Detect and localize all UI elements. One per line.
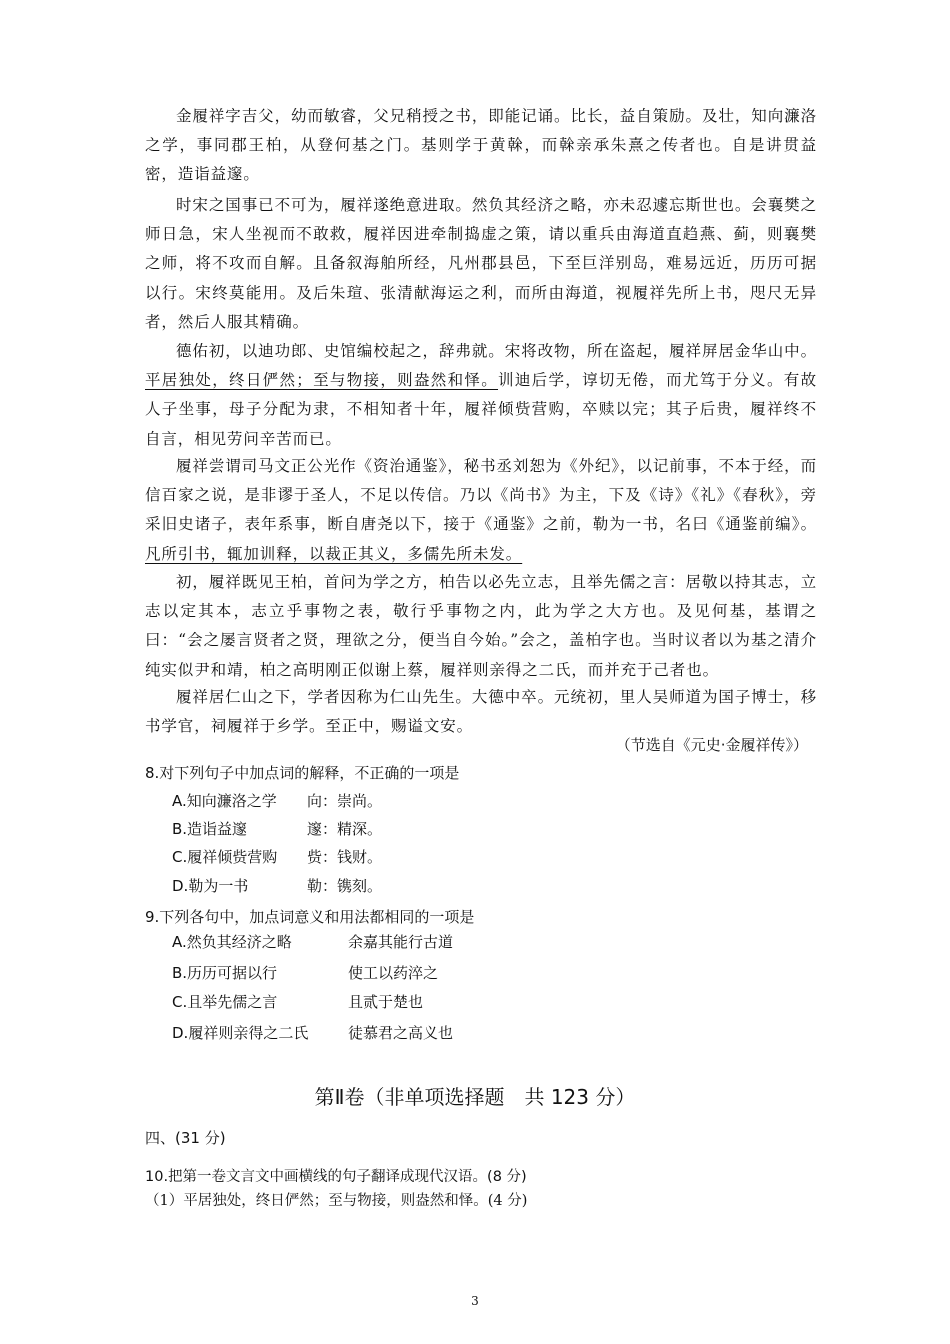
passage-text: 履祥尝谓司马文正公光作《资治通鉴》，秘书丞刘恕为《外纪》，以记前事，不本于经，而信百家之说，是非谬于圣人，不足以传信。乃以《尚书》为主，下及《诗》《礼》《春秋》，旁采旧史诸子，表年系事，断自唐尧以下，接于《通鉴》之前，勒为一书，名曰《通鉴前编》。: [145, 457, 817, 534]
question-10-stem: 10.把第一卷文言文中画横线的句子翻译成现代汉语。(8 分): [145, 1169, 527, 1185]
q9-option-b-left: B.历历可据以行: [172, 964, 278, 982]
passage-paragraph-2: 时宋之国事已不可为，履祥遂绝意进取。然负其经济之略，亦未忍遽忘斯世也。会襄樊之师日急，宋人坐视而不敢救，履祥因进牵制捣虚之策，请以重兵由海道直趋燕、蓟，则襄樊之师，将不攻而自解。且备叙海舶所经，凡州郡县邑，下至巨洋别岛，难易远近，历历可据以行。宋终莫能用。及后朱瑄、张清献海运之利，而所由海道，视履祥先所上书，咫尺无异者，然后人服其精确。: [145, 196, 817, 331]
q8-option-c-sentence: C.履祥倾赀营购: [172, 848, 278, 866]
q9-option-c-left: C.且举先儒之言: [172, 993, 278, 1011]
question-9-stem: 9.下列各句中，加点词意义和用法都相同的一项是: [145, 908, 475, 926]
source-citation: （节选自《元史·金履祥传》）: [615, 736, 808, 754]
q9-option-d-right: 徒慕君之高义也: [348, 1024, 454, 1042]
q8-option-c-gloss: 赀：钱财。: [307, 848, 383, 866]
underlined-sentence-2: 凡所引书，辄加训释，以裁正其义，多儒先所未发。: [145, 544, 523, 563]
q8-option-a-sentence: A.知向濂洛之学: [172, 792, 277, 810]
passage-paragraph-1: 金履祥字吉父，幼而敏睿，父兄稍授之书，即能记诵。比长，益自策励。及壮，知向濂洛之学，事同郡王柏，从登何基之门。基则学于黄榦，而榦亲承朱熹之传者也。自是讲贯益密，造诣益邃。: [145, 107, 817, 184]
q8-option-d-sentence: D.勒为一书: [172, 877, 249, 895]
passage-text: 训迪后学，谆切无倦，而尤笃于分义。有故人子坐事，母子分配为隶，不相知者十年，履祥倾赀营购，卒赎以完；其子后贵，履祥终不自言，相见劳问辛苦而已。: [145, 371, 817, 448]
passage-paragraph-5: 初，履祥既见王柏，首问为学之方，柏告以必先立志，且举先儒之言：居敬以持其志，立志以定其本，志立乎事物之表，敬行乎事物之内，此为学之大方也。及见何基，基谓之曰：“会之屡言贤者之贤，理欲之分，便当自今始。”会之，盖柏字也。当时议者以为基之清介纯实似尹和靖，柏之高明刚正似谢上蔡，履祥则亲得之二氏，而并充于己者也。: [145, 573, 817, 679]
q8-option-d-gloss: 勒：镌刻。: [307, 877, 383, 895]
q8-option-a-gloss: 向：崇尚。: [307, 792, 383, 810]
q9-option-a-left: A.然负其经济之略: [172, 933, 292, 951]
question-8-stem: 8.对下列句子中加点词的解释，不正确的一项是: [145, 764, 460, 782]
passage-paragraph-4: [145, 452, 817, 569]
section-heading: 四、(31 分): [145, 1129, 226, 1147]
underlined-sentence-1: 平居独处，终日俨然；至与物接，则盎然和怿。: [145, 371, 499, 390]
passage-paragraph-6: 履祥居仁山之下，学者因称为仁山先生。大德中卒。元统初，里人吴师道为国子博士，移书学官，祠履祥于乡学。至正中，赐谥文安。: [145, 688, 817, 736]
q9-option-c-right: 且贰于楚也: [348, 993, 424, 1011]
q8-option-b-sentence: B.造诣益邃: [172, 820, 248, 838]
question-10-sub-1: （1）平居独处，终日俨然；至与物接，则盎然和怿。(4 分): [145, 1193, 528, 1209]
q9-option-d-left: D.履祥则亲得之二氏: [172, 1024, 309, 1042]
q8-option-b-gloss: 邃：精深。: [307, 820, 383, 838]
passage-text: 德佑初，以迪功郎、史馆编校起之，辞弗就。宋将改物，所在盗起，履祥屏居金华山中。: [176, 342, 817, 360]
page-number: 3: [471, 1294, 479, 1308]
q9-option-b-right: 使工以药淬之: [348, 964, 439, 982]
part-2-title: 第Ⅱ卷（非单项选择题 共 123 分）: [314, 1085, 636, 1109]
q9-option-a-right: 余嘉其能行古道: [348, 933, 454, 951]
passage-paragraph-3: [145, 337, 817, 454]
